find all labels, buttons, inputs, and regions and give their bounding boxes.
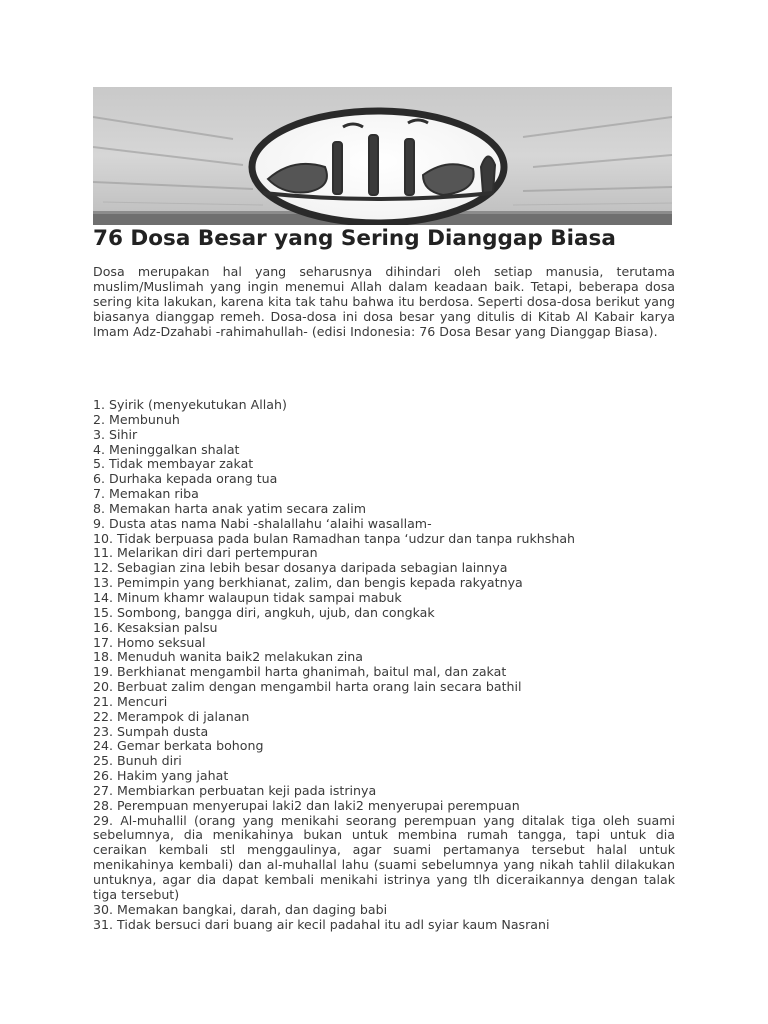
list-item: 27. Membiarkan perbuatan keji pada istrinya [93, 782, 377, 798]
list-item: 17. Homo seksual [93, 634, 206, 650]
list-item: 2. Membunuh [93, 411, 180, 427]
list-item: 16. Kesaksian palsu [93, 619, 218, 635]
list-item: 22. Merampok di jalanan [93, 708, 250, 724]
list-item: 6. Durhaka kepada orang tua [93, 471, 278, 487]
list-item: 26. Hakim yang jahat [93, 768, 229, 784]
list-item: 12. Sebagian zina lebih besar dosanya daripada sebagian lainnya [93, 560, 508, 576]
list-item: 9. Dusta atas nama Nabi -shalallahu ‘alaihi wasallam- [93, 515, 432, 531]
list-item: 5. Tidak membayar zakat [93, 456, 254, 472]
list-item: 19. Berkhianat mengambil harta ghanimah, baitul mal, dan zakat [93, 664, 507, 680]
list-item: 3. Sihir [93, 426, 138, 442]
list-item: 11. Melarikan diri dari pertempuran [93, 545, 318, 561]
list-item: 1. Syirik (menyekutukan Allah) [93, 397, 287, 412]
list-item: 4. Meninggalkan shalat [93, 441, 240, 457]
list-item: 8. Memakan harta anak yatim secara zalim [93, 500, 366, 516]
list-item: 18. Menuduh wanita baik2 melakukan zina [93, 649, 363, 665]
allah-calligraphy-banner [93, 87, 672, 225]
calligraphy-image [93, 87, 672, 225]
list-item: 29. Al-muhallil (orang yang menikahi seorang perempuan yang ditalak tiga oleh suami sebelumnya, dia menikahinya bukan untuk membina rumah tangga, tapi untuk dia ceraikan kembali stl menggaulinya, agar suami pertamanya tersebut halal untuk menikahinya kembali) dan al-muhallal lahu (suami sebelumnya yang nikah tahlil dilakukan untuknya, agar dia dapat kembali menikahi istrinya yang tlh diceraikannya dengan talak tiga tersebut) [93, 812, 675, 902]
list-item: 25. Bunuh diri [93, 753, 182, 769]
sin-list [93, 398, 675, 932]
list-item: 15. Sombong, bangga diri, angkuh, ujub, dan congkak [93, 604, 435, 620]
list-item: 7. Memakan riba [93, 486, 199, 502]
list-item: 24. Gemar berkata bohong [93, 738, 264, 754]
list-item: 28. Perempuan menyerupai laki2 dan laki2 menyerupai perempuan [93, 797, 520, 813]
list-item: 30. Memakan bangkai, darah, dan daging babi [93, 901, 388, 917]
list-item: 21. Mencuri [93, 693, 168, 709]
article-title: 76 Dosa Besar yang Sering Dianggap Biasa [93, 226, 616, 251]
list-item: 31. Tidak bersuci dari buang air kecil padahal itu adl syiar kaum Nasrani [93, 916, 550, 932]
article-intro: Dosa merupakan hal yang seharusnya dihindari oleh setiap manusia, terutama muslim/Muslimah yang ingin menemui Allah dalam keadaan baik. Tetapi, beberapa dosa sering kita lakukan, karena kita tak tahu bahwa itu berdosa. Seperti dosa-dosa berikut yang biasanya dianggap remeh. Dosa-dosa ini dosa besar yang ditulis di Kitab Al Kabair karya Imam Adz-Dzahabi -rahimahullah- (edisi Indonesia: 76 Dosa Besar yang Dianggap Biasa). [93, 264, 675, 339]
list-item: 20. Berbuat zalim dengan mengambil harta orang lain secara bathil [93, 679, 522, 695]
list-item: 10. Tidak berpuasa pada bulan Ramadhan tanpa ‘udzur dan tanpa rukhshah [93, 530, 576, 546]
list-item: 14. Minum khamr walaupun tidak sampai mabuk [93, 589, 402, 605]
list-item: 23. Sumpah dusta [93, 723, 209, 739]
list-item: 13. Pemimpin yang berkhianat, zalim, dan bengis kepada rakyatnya [93, 575, 523, 591]
